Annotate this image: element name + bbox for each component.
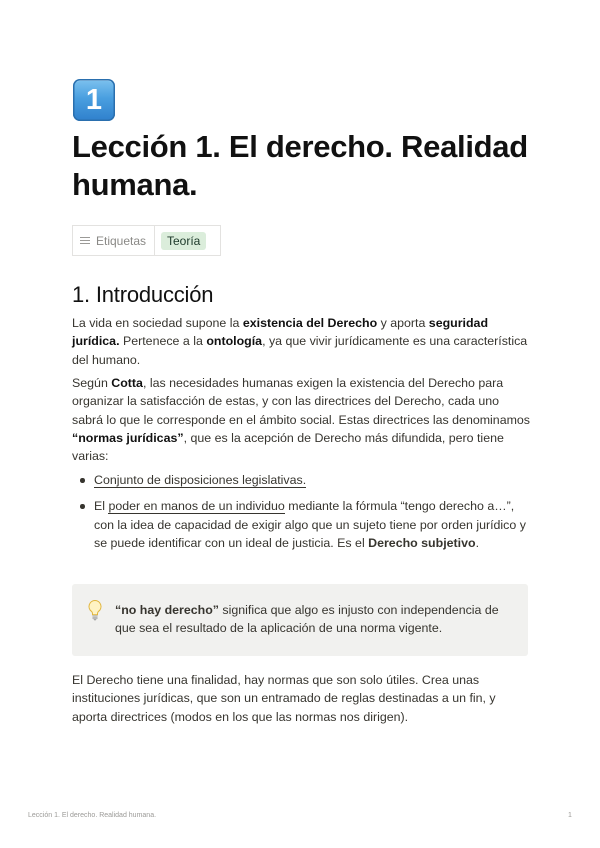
bold-text: Cotta [111, 376, 143, 390]
keycap-digit: 1 [85, 83, 103, 116]
bold-text: “normas jurídicas” [72, 430, 184, 445]
property-key-label: Etiquetas [96, 233, 147, 248]
text: Según [72, 376, 112, 390]
paragraph-finalidad: El Derecho tiene una finalidad, hay normas que son solo útiles. Crea unas instituciones jurídicas, que son un entramado de reglas destinadas a un fin, y aporta directrices (modos en los que las normas nos dirigen). [72, 673, 496, 724]
page-title: Lección 1. El derecho. Realidad humana. [72, 129, 528, 202]
keycap-1-icon [73, 79, 115, 121]
text: , que es la acepción de Derecho más difundida, pero tiene varias: [72, 430, 504, 464]
callout-text [115, 601, 515, 638]
lightbulb-icon [86, 599, 104, 621]
text: significa que algo es injusto con independencia de que sea el resultado de la aplicación de una norma vigente. [115, 603, 499, 636]
list-item [72, 497, 532, 552]
text: , las necesidades humanas exigen la existencia del Derecho para organizar la satisfacción de estas, y con las directrices del Derecho, cada uno sabrá lo que le corresponde en el ámbito social. Estas directrices las denominamos [72, 376, 530, 427]
bold-text: “no hay derecho” [115, 603, 219, 617]
text: El [94, 499, 109, 514]
text: La vida en sociedad supone la [72, 316, 243, 330]
bullet-list [72, 471, 532, 552]
underlined-text: poder en manos de un individuo [108, 499, 285, 514]
bold-text: seguridad jurídica. [72, 316, 489, 349]
list-item [72, 471, 532, 489]
bold-text: Derecho subjetivo [368, 535, 476, 550]
text: . [475, 535, 480, 550]
properties-row [72, 225, 221, 256]
text: Pertenece a la [119, 334, 207, 349]
bold-text: existencia del Derecho [242, 316, 378, 330]
paragraph-intro [72, 314, 530, 369]
bold-text: ontología [206, 334, 263, 349]
footer-page-number: 1 [568, 812, 572, 819]
underlined-text: Conjunto de disposiciones legislativas. [94, 473, 307, 487]
text: y aporta [377, 316, 429, 330]
property-key [73, 226, 155, 255]
callout [72, 584, 528, 656]
list-icon [80, 235, 90, 246]
tag-badge[interactable]: Teoría [161, 232, 206, 250]
text: mediante la fórmula “tengo derecho a…”, con la idea de capacidad de exigir algo que un sujeto tiene por orden jurídico y se puede identificar con un ideal de justicia. Es el [94, 499, 526, 550]
paragraph-cotta [72, 374, 530, 465]
section-heading: 1. Introducción [72, 282, 214, 307]
text: , ya que vivir jurídicamente es una característica del humano. [72, 334, 528, 367]
footer-title: Lección 1. El derecho. Realidad humana. [28, 812, 157, 819]
